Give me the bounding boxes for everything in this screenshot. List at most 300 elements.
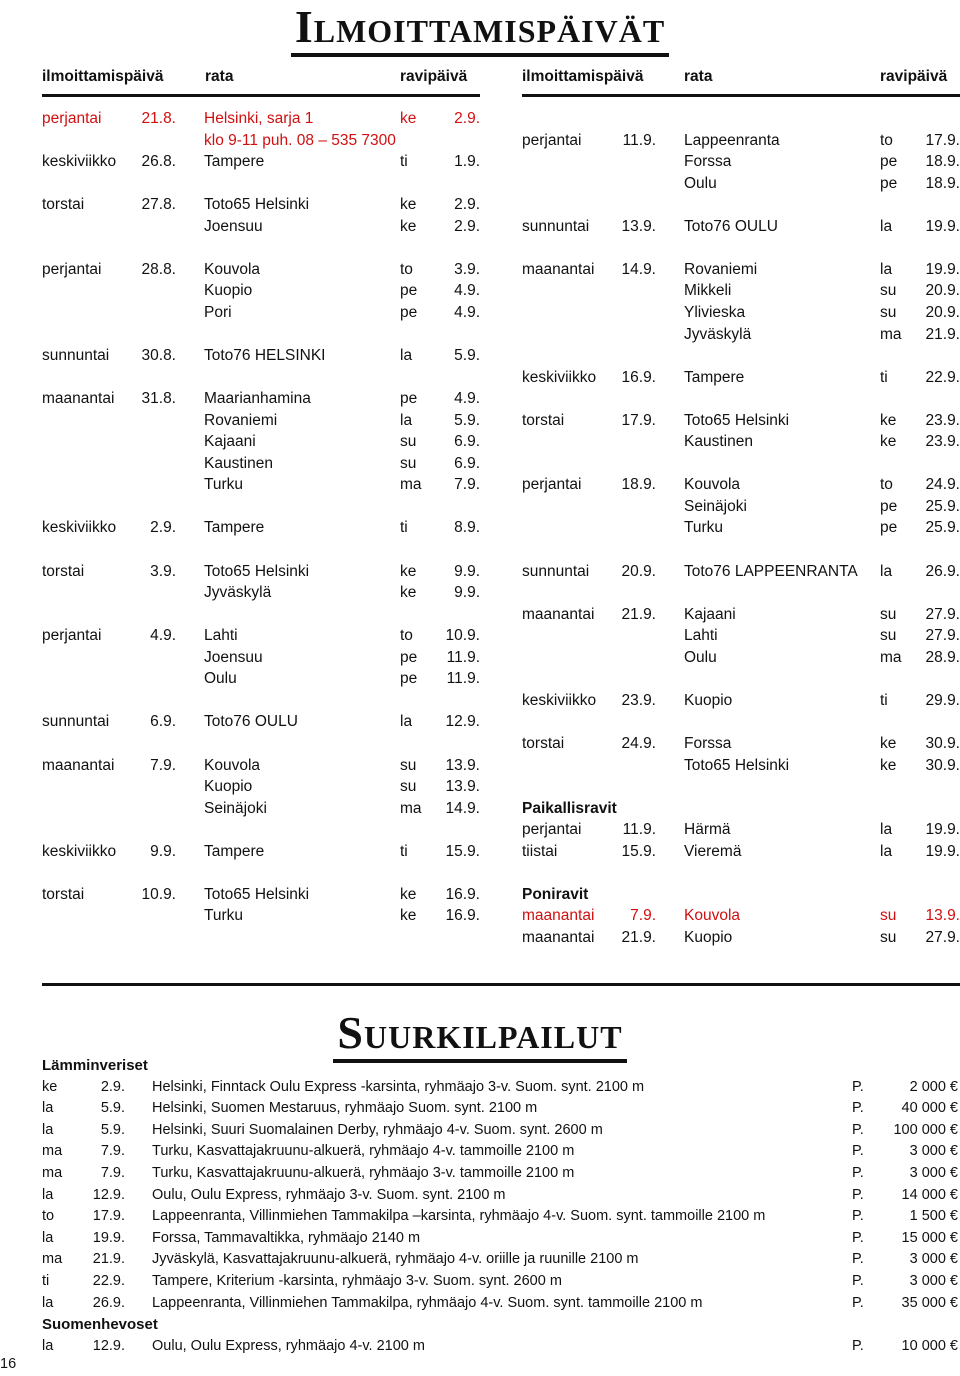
schedule-row — [522, 819, 960, 841]
race-weekday: ke — [880, 433, 897, 451]
schedule-row — [42, 841, 480, 863]
header-rata-left: rata — [205, 68, 234, 85]
race-date: 10.9. — [445, 627, 480, 645]
race-weekday: la — [880, 260, 893, 278]
race-weekday: ke — [400, 217, 417, 235]
race-weekday: su — [880, 907, 897, 925]
race-row — [0, 1098, 960, 1120]
race-description: Oulu, Oulu Express, ryhmäajo 4-v. 2100 m — [152, 1337, 425, 1354]
header-ravipaiva-right: ravipäivä — [880, 68, 948, 85]
race-weekday: la — [42, 1121, 54, 1138]
prize-amount: 14 000 € — [901, 1186, 958, 1203]
race-date: 22.9. — [925, 368, 960, 386]
prize-amount: 3 000 € — [909, 1143, 958, 1160]
schedule-row — [42, 410, 480, 432]
track-name: Tampere — [204, 519, 265, 537]
race-description: Helsinki, Finntack Oulu Express -karsinta, ryhmäajo 3-v. Suom. synt. 2100 m — [152, 1078, 645, 1095]
race-date: 4.9. — [454, 390, 480, 408]
race-description: Lappeenranta, Villinmiehen Tammakilpa –karsinta, ryhmäajo 4-v. Suom. synt. tammoille 2100 m — [152, 1208, 766, 1225]
prize-label: P. — [852, 1251, 864, 1268]
track-name: Tampere — [204, 153, 265, 171]
race-date: 27.9. — [925, 928, 960, 946]
race-row — [0, 1228, 960, 1250]
schedule-row — [42, 798, 480, 820]
entry-weekday: torstai — [522, 411, 565, 429]
race-date: 4.9. — [454, 303, 480, 321]
race-date: 25.9. — [925, 497, 960, 515]
schedule-row — [42, 776, 480, 798]
entry-weekday: maanantai — [522, 907, 595, 925]
race-weekday: pe — [880, 497, 898, 515]
race-weekday: su — [400, 454, 417, 472]
race-weekday: ke — [400, 562, 417, 580]
entry-date: 9.9. — [150, 842, 176, 860]
race-weekday: ke — [880, 411, 897, 429]
schedule-row — [522, 324, 960, 346]
schedule-row — [42, 711, 480, 733]
prize-amount: 2 000 € — [909, 1078, 958, 1095]
track-name: Forssa — [684, 734, 732, 752]
race-date: 5.9. — [454, 347, 480, 365]
race-row — [0, 1249, 960, 1271]
entry-weekday: perjantai — [522, 131, 582, 149]
race-date: 21.9. — [92, 1251, 125, 1268]
race-description: Lappeenranta, Villinmiehen Tammakilpa, ryhmäajo 4-v. Suom. synt. tammoille 2100 m — [152, 1294, 703, 1311]
race-weekday: la — [42, 1186, 54, 1203]
schedule-row — [522, 151, 960, 173]
entry-date: 21.8. — [141, 110, 176, 127]
race-date: 18.9. — [925, 153, 960, 171]
track-name: Mikkeli — [684, 282, 732, 300]
race-date: 5.9. — [100, 1100, 125, 1117]
race-weekday: su — [400, 433, 417, 451]
race-weekday: pe — [400, 390, 418, 408]
race-description: Oulu, Oulu Express, ryhmäajo 3-v. Suom. synt. 2100 m — [152, 1186, 506, 1203]
entry-date: 23.9. — [621, 691, 656, 709]
track-name: Toto65 Helsinki — [204, 885, 310, 903]
race-weekday: ti — [42, 1273, 50, 1289]
track-name: Kuopio — [684, 691, 733, 709]
entry-date: 26.8. — [141, 153, 176, 171]
track-name: Lappeenranta — [684, 131, 780, 149]
entry-date: 10.9. — [141, 885, 176, 903]
track-name: Kajaani — [684, 605, 736, 623]
track-name: Tampere — [204, 842, 265, 860]
track-name: Toto65 Helsinki — [204, 562, 310, 580]
prize-label: P. — [852, 1143, 864, 1160]
track-name: Rovaniemi — [684, 260, 758, 278]
race-date: 2.9. — [100, 1078, 125, 1095]
race-weekday: ti — [880, 368, 888, 386]
prize-label: P. — [852, 1294, 864, 1311]
schedule-row — [42, 216, 480, 238]
entry-date: 11.9. — [622, 821, 656, 839]
track-name: Maarianhamina — [204, 390, 311, 408]
schedule-row — [522, 647, 960, 669]
prize-amount: 40 000 € — [901, 1100, 958, 1117]
track-name: Kouvola — [684, 476, 741, 494]
race-date: 9.9. — [454, 584, 480, 602]
track-name: Kuopio — [204, 778, 253, 796]
entry-weekday: maanantai — [522, 928, 595, 946]
race-description: Helsinki, Suomen Mestaruus, ryhmäajo Suom. synt. 2100 m — [152, 1100, 538, 1117]
prize-amount: 3 000 € — [909, 1251, 958, 1268]
schedule-row — [42, 905, 480, 927]
race-weekday: su — [880, 627, 897, 645]
schedule-row — [522, 755, 960, 777]
schedule-row — [522, 130, 960, 152]
schedule-row — [522, 604, 960, 626]
race-date: 17.9. — [92, 1208, 125, 1225]
schedule-row — [522, 905, 960, 927]
track-name: Kouvola — [204, 756, 261, 774]
schedule-row — [522, 410, 960, 432]
race-row — [0, 1293, 960, 1315]
entry-weekday: sunnuntai — [42, 347, 110, 365]
race-weekday: su — [880, 282, 897, 300]
schedule-row — [522, 173, 960, 195]
race-date: 2.9. — [454, 217, 480, 235]
entry-weekday: maanantai — [522, 260, 595, 278]
race-weekday: ke — [400, 885, 417, 903]
prize-amount: 3 000 € — [909, 1165, 958, 1181]
section-divider — [42, 983, 960, 986]
race-date: 19.9. — [925, 217, 960, 235]
schedule-row — [42, 625, 480, 647]
track-name: Kuopio — [204, 282, 253, 300]
track-name: Joensuu — [204, 648, 263, 666]
schedule-row — [522, 280, 960, 302]
section-heading: Paikallisravit — [522, 799, 617, 817]
entry-weekday: perjantai — [522, 821, 582, 839]
race-date: 6.9. — [454, 433, 480, 451]
schedule-row — [42, 884, 480, 906]
race-date: 18.9. — [925, 174, 960, 192]
track-name: Kajaani — [204, 433, 256, 451]
header-ilmoittamispaiva-left: ilmoittamispäivä — [42, 68, 164, 85]
race-date: 20.9. — [925, 303, 960, 321]
race-date: 19.9. — [925, 821, 960, 839]
entry-date: 18.9. — [621, 476, 656, 494]
track-name: Kaustinen — [684, 433, 753, 451]
schedule-row — [42, 151, 480, 173]
race-date: 24.9. — [925, 476, 960, 494]
race-date: 11.9. — [446, 648, 480, 666]
race-date: 28.9. — [925, 648, 960, 666]
race-weekday: ma — [42, 1251, 63, 1268]
race-weekday: ma — [880, 325, 902, 343]
race-weekday: ma — [42, 1143, 63, 1160]
schedule-row — [42, 130, 480, 152]
track-name: Kouvola — [204, 260, 261, 278]
race-weekday: la — [880, 217, 893, 235]
race-row — [0, 1271, 960, 1293]
race-weekday: pe — [400, 303, 418, 321]
track-name: Rovaniemi — [204, 411, 278, 429]
header-rata-right: rata — [684, 68, 713, 85]
race-weekday: la — [400, 713, 413, 731]
race-weekday: pe — [880, 174, 898, 192]
race-description: Jyväskylä, Kasvattajakruunu-alkuerä, ryhmäajo 4-v. oriille ja ruunille 2100 m — [152, 1251, 639, 1268]
track-name: Toto65 Helsinki — [204, 196, 310, 214]
schedule-row — [42, 582, 480, 604]
entry-date: 21.9. — [621, 928, 656, 946]
schedule-row — [42, 280, 480, 302]
schedule-row — [522, 367, 960, 389]
race-date: 26.9. — [92, 1294, 125, 1311]
race-weekday: to — [42, 1208, 55, 1225]
entry-date: 30.8. — [141, 347, 176, 365]
entry-date: 7.9. — [150, 756, 176, 774]
entry-date: 24.9. — [621, 734, 656, 752]
track-name: Toto76 OULU — [204, 713, 298, 731]
race-row — [0, 1141, 960, 1163]
race-date: 23.9. — [925, 411, 960, 429]
track-name: Jyväskylä — [684, 325, 752, 343]
prize-label: P. — [852, 1121, 864, 1138]
race-weekday: la — [400, 347, 413, 365]
race-date: 22.9. — [92, 1273, 125, 1289]
entry-weekday: maanantai — [42, 756, 115, 774]
race-weekday: ke — [400, 110, 417, 127]
page-number: 16 — [0, 1356, 17, 1372]
schedule-row — [42, 474, 480, 496]
entry-weekday: perjantai — [42, 260, 102, 278]
track-name: Toto76 OULU — [684, 217, 778, 235]
schedule-row — [42, 453, 480, 475]
page-title: Ilmoittamispäivät — [0, 0, 960, 57]
race-date: 2.9. — [454, 196, 480, 214]
track-name: Kuopio — [684, 928, 733, 946]
race-date: 7.9. — [100, 1165, 125, 1181]
race-date: 13.9. — [445, 778, 480, 796]
entry-weekday: perjantai — [522, 476, 582, 494]
prize-label: P. — [852, 1337, 864, 1354]
race-row — [0, 1336, 960, 1358]
race-weekday: la — [42, 1294, 54, 1311]
schedule-row — [42, 259, 480, 281]
race-date: 19.9. — [925, 842, 960, 860]
schedule-row — [42, 388, 480, 410]
prize-label: P. — [852, 1165, 864, 1181]
race-date: 7.9. — [454, 476, 480, 494]
schedule-row — [42, 668, 480, 690]
track-name: Tampere — [684, 368, 745, 386]
race-weekday: ti — [400, 842, 408, 860]
schedule-row — [522, 690, 960, 712]
schedule-row — [522, 733, 960, 755]
schedule-row — [522, 625, 960, 647]
race-description: Forssa, Tammavaltikka, ryhmäajo 2140 m — [152, 1229, 421, 1246]
race-date: 9.9. — [454, 562, 480, 580]
schedule-row — [522, 216, 960, 238]
entry-date: 3.9. — [150, 562, 176, 580]
race-date: 17.9. — [925, 131, 960, 149]
race-weekday: pe — [880, 153, 898, 171]
schedule-row — [42, 647, 480, 669]
race-weekday: la — [880, 842, 893, 860]
track-name: Toto65 Helsinki — [684, 411, 790, 429]
prize-label: P. — [852, 1078, 864, 1095]
race-date: 5.9. — [454, 411, 480, 429]
race-weekday: to — [880, 131, 893, 149]
race-date: 21.9. — [925, 325, 960, 343]
race-date: 25.9. — [925, 519, 960, 537]
entry-weekday: keskiviikko — [42, 519, 117, 537]
track-name: Toto65 Helsinki — [684, 756, 790, 774]
prize-amount: 3 000 € — [909, 1273, 958, 1289]
schedule-row — [522, 517, 960, 539]
prize-amount: 10 000 € — [901, 1337, 958, 1354]
race-weekday: la — [880, 821, 893, 839]
race-weekday: ke — [400, 584, 417, 602]
entry-date: 28.8. — [141, 260, 176, 278]
entry-weekday: keskiviikko — [522, 368, 597, 386]
race-description: Tampere, Kriterium -karsinta, ryhmäajo 3-v. Suom. synt. 2600 m — [152, 1273, 562, 1289]
race-weekday: to — [400, 260, 413, 278]
race-weekday: ti — [880, 691, 888, 709]
entry-weekday: maanantai — [522, 605, 595, 623]
header-ravipaiva-left: ravipäivä — [400, 68, 468, 85]
race-date: 30.9. — [925, 756, 960, 774]
header-ilmoittamispaiva-right: ilmoittamispäivä — [522, 68, 644, 85]
schedule-row — [522, 496, 960, 518]
race-description: Turku, Kasvattajakruunu-alkuerä, ryhmäajo 3-v. tammoille 2100 m — [152, 1165, 575, 1181]
entry-weekday: tiistai — [522, 842, 558, 860]
race-row — [0, 1120, 960, 1142]
entry-weekday: sunnuntai — [42, 713, 110, 731]
track-name: Oulu — [684, 174, 717, 192]
suurkilpailut-title: Suurkilpailut — [0, 1006, 960, 1063]
race-weekday: ke — [880, 734, 897, 752]
entry-weekday: keskiviikko — [522, 691, 597, 709]
race-date: 30.9. — [925, 734, 960, 752]
track-name: Lahti — [684, 627, 718, 645]
entry-date: 17.9. — [621, 411, 656, 429]
entry-date: 4.9. — [150, 627, 176, 645]
entry-weekday: sunnuntai — [522, 217, 590, 235]
race-date: 13.9. — [925, 907, 960, 925]
track-name: Ylivieska — [684, 303, 746, 321]
track-name: Turku — [204, 476, 244, 494]
race-date: 8.9. — [454, 519, 480, 537]
prize-label: P. — [852, 1186, 864, 1203]
prize-label: P. — [852, 1100, 864, 1117]
entry-date: 27.8. — [141, 196, 176, 214]
prize-amount: 1 500 € — [909, 1208, 958, 1225]
track-name: Pori — [204, 303, 232, 321]
schedule-row — [522, 302, 960, 324]
entry-weekday: sunnuntai — [522, 562, 590, 580]
race-row — [0, 1206, 960, 1228]
entry-date: 2.9. — [150, 519, 176, 537]
race-date: 13.9. — [445, 756, 480, 774]
schedule-row — [42, 108, 480, 130]
race-weekday: ti — [400, 153, 408, 171]
entry-weekday: maanantai — [42, 390, 115, 408]
prize-label: P. — [852, 1229, 864, 1246]
entry-weekday: torstai — [42, 562, 85, 580]
schedule-row — [522, 259, 960, 281]
schedule-row — [42, 302, 480, 324]
race-weekday: to — [400, 627, 413, 645]
entry-date: 31.8. — [141, 390, 176, 408]
entry-weekday: torstai — [522, 734, 565, 752]
race-weekday: pe — [400, 648, 418, 666]
header-divider-left — [42, 94, 480, 97]
race-date: 19.9. — [925, 260, 960, 278]
section-heading: Lämminveriset — [42, 1057, 148, 1074]
race-row — [0, 1185, 960, 1207]
entry-date: 6.9. — [150, 713, 176, 731]
race-date: 29.9. — [925, 691, 960, 709]
schedule-row — [42, 561, 480, 583]
track-name: Jyväskylä — [204, 584, 272, 602]
race-weekday: la — [400, 411, 413, 429]
section-heading: Poniravit — [522, 885, 589, 903]
track-name: Turku — [204, 907, 244, 925]
schedule-row — [42, 755, 480, 777]
entry-weekday: keskiviikko — [42, 153, 117, 171]
race-date: 4.9. — [454, 282, 480, 300]
race-description: Turku, Kasvattajakruunu-alkuerä, ryhmäajo 4-v. tammoille 2100 m — [152, 1143, 575, 1160]
track-name: Härmä — [684, 821, 731, 839]
race-date: 20.9. — [925, 282, 960, 300]
track-name: Kouvola — [684, 907, 741, 925]
prize-label: P. — [852, 1208, 864, 1225]
schedule-row — [42, 345, 480, 367]
track-name: Seinäjoki — [204, 799, 267, 817]
track-name: klo 9-11 puh. 08 – 535 7300 — [204, 131, 396, 149]
race-weekday: ke — [880, 756, 897, 774]
race-weekday: pe — [400, 670, 418, 688]
entry-weekday: torstai — [42, 885, 85, 903]
race-weekday: su — [880, 928, 897, 946]
race-weekday: la — [42, 1229, 54, 1246]
schedule-row — [522, 927, 960, 949]
track-name: Oulu — [204, 670, 237, 688]
race-date: 23.9. — [925, 433, 960, 451]
schedule-row — [522, 561, 960, 583]
track-name: Kaustinen — [204, 454, 273, 472]
track-name: Oulu — [684, 648, 717, 666]
race-weekday: to — [880, 476, 893, 494]
section-heading: Suomenhevoset — [42, 1316, 158, 1334]
entry-weekday: perjantai — [42, 110, 102, 127]
race-weekday: ma — [42, 1165, 63, 1181]
track-name: Toto76 LAPPEENRANTA — [684, 562, 858, 580]
entry-weekday: keskiviikko — [42, 842, 117, 860]
race-date: 16.9. — [445, 885, 480, 903]
race-weekday: ke — [400, 907, 417, 925]
race-date: 27.9. — [925, 605, 960, 623]
race-weekday: su — [880, 303, 897, 321]
race-weekday: pe — [400, 282, 418, 300]
race-weekday: ti — [400, 519, 408, 537]
entry-weekday: perjantai — [42, 627, 102, 645]
race-date: 26.9. — [925, 562, 960, 580]
entry-date: 11.9. — [622, 131, 656, 149]
race-date: 1.9. — [454, 153, 480, 171]
schedule-row — [42, 517, 480, 539]
race-date: 6.9. — [454, 454, 480, 472]
schedule-row — [522, 841, 960, 863]
entry-date: 16.9. — [621, 368, 656, 386]
race-weekday: la — [42, 1337, 54, 1354]
race-date: 19.9. — [92, 1229, 125, 1246]
race-date: 3.9. — [454, 260, 480, 278]
race-weekday: pe — [880, 519, 898, 537]
